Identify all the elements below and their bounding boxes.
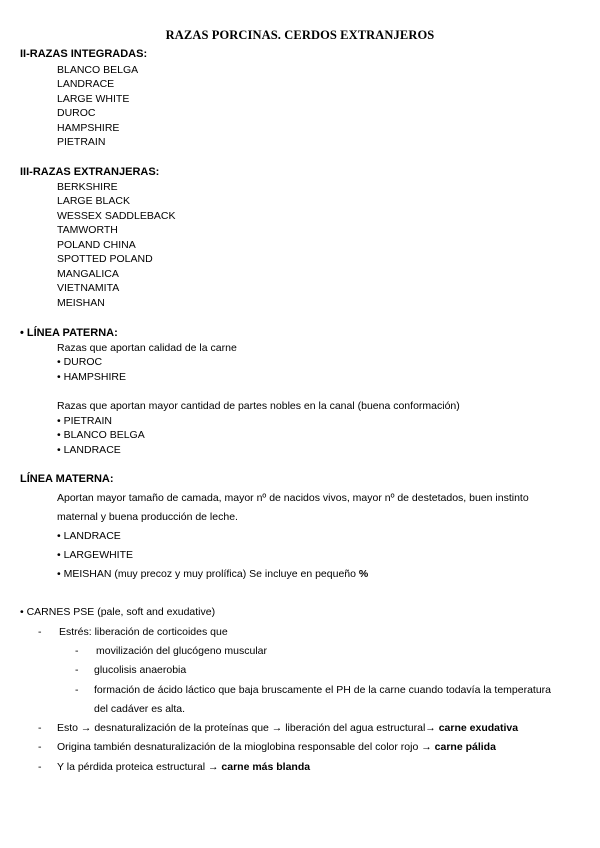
list-item: • DUROC xyxy=(57,356,103,368)
heading-integradas: II-RAZAS INTEGRADAS: xyxy=(20,48,148,60)
dash-bullet: - xyxy=(75,664,79,676)
list-item: • BLANCO BELGA xyxy=(57,429,145,441)
list-item: PIETRAIN xyxy=(57,136,106,148)
materna-desc-2: maternal y buena producción de leche. xyxy=(57,511,238,523)
list-item: HAMPSHIRE xyxy=(57,122,120,134)
meishan-text: • MEISHAN (muy precoz y muy prolífica) Se incluye en pequeño xyxy=(57,568,359,580)
list-item: LARGE WHITE xyxy=(57,93,130,105)
list-item: MEISHAN xyxy=(57,297,105,309)
pse-point-1 xyxy=(57,722,518,734)
list-item: BERKSHIRE xyxy=(57,181,118,193)
materna-desc-1: Aportan mayor tamaño de camada, mayor nº de nacidos vivos, mayor nº de destetados, buen instinto xyxy=(57,492,529,504)
pse-point-3-bold: carne más blanda xyxy=(221,761,311,773)
paterna-intro-1: Razas que aportan calidad de la carne xyxy=(57,342,237,354)
list-item: VIETNAMITA xyxy=(57,282,120,294)
list-item: • LANDRACE xyxy=(57,444,121,456)
dash-bullet: - xyxy=(38,722,42,734)
pse-sub-3b: del cadáver es alta. xyxy=(94,703,186,715)
meishan-percent: % xyxy=(358,568,369,580)
page-title: RAZAS PORCINAS. CERDOS EXTRANJEROS xyxy=(165,28,435,42)
list-item: LARGE BLACK xyxy=(57,195,130,207)
heading-materna: LÍNEA MATERNA: xyxy=(20,473,114,485)
pse-sub-3a: formación de ácido láctico que baja bruscamente el PH de la carne cuando todavía la temperatura xyxy=(94,684,552,696)
pse-point-1-bold: carne exudativa xyxy=(438,722,519,734)
pse-point-1-text: Esto → desnaturalización de la proteínas que → liberación del agua estructural→ xyxy=(57,722,439,734)
list-item: • LANDRACE xyxy=(57,530,121,542)
list-item: SPOTTED POLAND xyxy=(57,253,153,265)
list-item: DUROC xyxy=(57,107,96,119)
heading-extranjeras: III-RAZAS EXTRANJERAS: xyxy=(20,166,160,178)
dash-bullet: - xyxy=(38,741,42,753)
dash-bullet: - xyxy=(38,626,42,638)
pse-point-2-text: Origina también desnaturalización de la mioglobina responsable del color rojo → xyxy=(57,741,435,753)
list-item: WESSEX SADDLEBACK xyxy=(57,210,176,222)
dash-bullet: - xyxy=(75,645,79,657)
dash-bullet: - xyxy=(75,684,79,696)
pse-estres: Estrés: liberación de corticoides que xyxy=(59,626,228,638)
heading-paterna: • LÍNEA PATERNA: xyxy=(20,327,118,339)
list-item: • LARGEWHITE xyxy=(57,549,134,561)
list-item xyxy=(57,568,368,580)
list-item: LANDRACE xyxy=(57,78,115,90)
dash-bullet: - xyxy=(38,761,42,773)
heading-pse: • CARNES PSE (pale, soft and exudative) xyxy=(20,606,216,618)
list-item: TAMWORTH xyxy=(57,224,118,236)
pse-sub-1: movilización del glucógeno muscular xyxy=(96,645,268,657)
pse-point-2 xyxy=(57,741,496,753)
pse-point-2-bold: carne pálida xyxy=(434,741,496,753)
list-item: BLANCO BELGA xyxy=(57,64,139,76)
list-item: • PIETRAIN xyxy=(57,415,113,427)
list-item: MANGALICA xyxy=(57,268,119,280)
pse-point-3 xyxy=(57,761,310,773)
pse-point-3-text: Y la pérdida proteica estructural → xyxy=(57,761,222,773)
pse-sub-2: glucolisis anaerobia xyxy=(94,664,187,676)
list-item: • HAMPSHIRE xyxy=(57,371,127,383)
paterna-intro-2: Razas que aportan mayor cantidad de partes nobles en la canal (buena conformación) xyxy=(57,400,460,412)
list-item: POLAND CHINA xyxy=(57,239,136,251)
